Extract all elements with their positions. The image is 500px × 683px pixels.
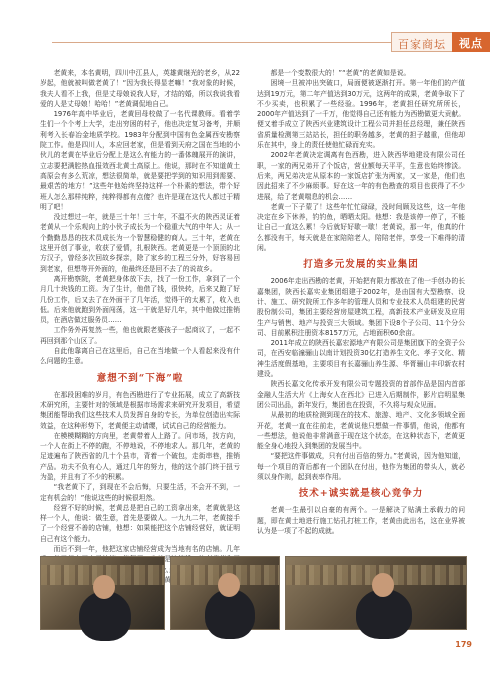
left-column (40, 68, 240, 584)
subheading: 打造多元发展的实业集团 (303, 259, 419, 271)
paragraph: “要把这件事做成，只有付出百倍的努力。”老黄说，因为他知道，每一个项目的背后都有一个团队在付出，他作为集团的带头人，就必须以身作则，起到表率作用。 (257, 452, 465, 481)
page-number-value: 179 (455, 640, 472, 649)
subheading: 意想不到“下海”啦 (96, 372, 184, 384)
paragraph: 自此他靠离自己在这里后，自己在当地做一个人看起来没有什么问题的生意。 (40, 347, 240, 366)
section-tag: 视点 (452, 32, 490, 52)
right-column (257, 68, 465, 628)
paragraph: 工作务外再复然一些，他也就跟老婆孩子一起商议了，一起不再回到那个山区了。 (40, 326, 240, 345)
photo-portrait-2 (170, 556, 280, 630)
paragraph: 经营不好的时候，老黄总是把自己的工资拿出来，老黄就是这样一个人，他说：做生意，首先是要做人。一九九二年，老黄接手了一个经营不善的店铺，他想：如果能把这个店铺经营好，就证明自己有这个能力。 (40, 503, 240, 543)
paragraph: 而后不到一年，他把这家店铺经营成为当地有名的店铺。几年 是 这么多年 黄 (53, 545, 240, 584)
paragraph: 2006年走出西勘的老黄，开始把有限力都放在了他一手创办的长嘉集团，陕西长嘉实业集团组建于2002年，是由国有大型勘察、设计、施工、研究院所工作多年的管理人员和专业技术人员组建的民营股份制公司，集团主要经营房屋建筑工程，高新技术产业研发及应用生产与销售、地产与投资三大领域。集团下设8个子公司、11个分公司、目前累积注册资本8157万元，占地面积60余亩。 (257, 277, 465, 337)
paragraph: 在那段困难的岁月，有色西勘进行了专业拓展，成立了高新技术研究所，主要针对的领域是根据市场需求来研究开发项目，希望集团能帮助我们这些技术人员发挥自身的专长，为单位创造出实际效益，在这种形势下，老黄便主动请缨，试试自己的经营能力。 (40, 390, 240, 430)
paragraph: 2002年老黄决定调离有色西勘，进入陕西华地建设有限公司任职，一家的两兄弟开了个饭店，营业额每天平平，生意也始终惨淡。后来，两兄弟决定从原本的一家饭店扩张为两家，又一家是，他们也因此招来了不少麻烦事。好在这一年的有色勘查的项目也获得了不少进展，给了老黄喘息的机会…… (257, 151, 465, 201)
header-rule (52, 42, 414, 43)
subheading: 技术+诚实就是核心竞争力 (298, 488, 424, 500)
paragraph: 老黄来，本名黄明，四川中江县人，英雄黄继光的老乡，从22岁起，他就被叫做老黄了！“因为我长得显老嘛！”我对象的时候，我夫人看不上我，但是丈母娘说我人好，才结的婚，所以我说我看爱的人是丈母娘！哈哈！”老黄调侃地自己。 (40, 69, 240, 108)
paragraph: 离开勘察院，老黄把身体放下去，找了一份工作，拿到了一个月几十块钱的工资。为了生计，他借了钱，很快转，后来又跑了好几份工作，后又去了在外面干了几年活，觉得干的太累了，收入也低。后来他就跑到外面闯荡，这一干就是好几年，其中他做过推销员，在酒店做过服务员…… (40, 274, 240, 325)
page-number (455, 640, 472, 649)
paragraph: 老黄一生最引以自豪的有两个。一是解决了贴满土承载力的问题，即在黄土地进行施工钻孔打桩工作，老黄由此出名，这在业界被认为是一项了不起的成就。 (257, 506, 465, 535)
paragraph: “我老黄下了，到现在不会后悔，只要生活，不会开不到，一定有机会的！”他说这些的时候很坦然。 (40, 483, 240, 502)
paragraph: 都是一个变数很大的！”“老黄”的老黄如是说。 (270, 69, 411, 77)
paragraph: 2011年成立的陕西长嘉宏源地产有限公司是集团旗下的全资子公司，在西安临潼骊山以南计划投资30亿打造养生文化、孝子文化、精神生活度假基地，主要项目有长嘉骊山养生源、华胥骊山丰印新农村建设。 (257, 339, 465, 379)
photo-portrait-3 (285, 556, 467, 630)
paragraph: 没过想过一年，就是三十年！三十年，不温不火的陕西灵证着老黄从一个乐观向上的小伙子成长为一个稳重大气的中年人；从一个勤勤恳恳的技术员成长为一个智慧稳健的商人。三十年，老黄在这里开创了事业，收获了爱情，扎根陕西。老黄更是一个顶顶的北方汉子，曾经多次回故乡探亲，除了家乡的工程三分外，好容易回到老家，但想等开外面的，他最终还是回不去了的说故乡。 (40, 213, 240, 273)
section-header (391, 32, 490, 52)
photo-portrait-1 (40, 556, 165, 630)
paragraph: 老黄一下子蒙了！这些年忙忙碌碌，没时间顾及这些，这一年他决定在乡下休养，钓钓鱼，晒晒太阳。他想：我是该停一停了，不能让自己一直这么累！今后就好好歇一歇！老黄说，那一年，他真的什么都没有干，每天就是在家陪陪老人，陪陪老伴，享受一下难得的清闲。 (257, 202, 465, 253)
section-name: 百家商坛 (391, 32, 452, 52)
paragraph: 1976年高中毕业后，老黄回母校做了一名代课教师。看着学生们一个个考上大学，走出穷困的村子，他也决定复习备考，并顺利考入长春冶金地质学校。1983年分配到中国有色金属西安勘察院工作。他是四川人，本应回老家，但是看到天府之国在当地的小伙儿的老黄在毕业后分配上是这么有能力的一番体魄展开的演讲，立志要把满腔热血报效西北黄土高原上。他说，那时在不知道黄土高原会有多么荒凉，想法很简单，就是要把学到的知识用到需要、最艰苦的地方！”这些年他始终坚持这样一个朴素的想法，带个好班人怎么那样纯粹，纯粹得都有点傻？也许是现在这代人都过于精明了吧！ (40, 110, 240, 211)
paragraph: 从最初的地质检测到现在的技术、旅游、地产、文化多领域全面开花，老黄一直在往前走，老黄说他只想做一件事情，他说，他都有一些想法，他说他非常满意于现在这个状态，在这种状态下，老黄更能全身心地投入到集团的发展当中。 (257, 411, 465, 451)
paragraph: 在模模糊糊的方向里，老黄带着人上路了。问市场，找方向，一个人在街上不停的跑，不停地说，不停地求人。那几年，老黄的足迹遍布了陕西省的几十个县市，背着一个破包，走街串巷，推销产品。功夫不负有心人，通过几年的努力，他的这个部门终于扭亏为盈，并且有了不少的积累。 (40, 431, 240, 481)
paragraph: 困境一旦被冲出突破口，局面便被逐渐打开。第一年他们的产值达到19万元，第二年产值达到30万元，这两年的成果，老黄争取下了不少买卖，也积累了一些经验。1996年，老黄担任研究所所长，2000年产值达到了一千万，他觉得自己还有能力为西勘做更大贡献。便又着手成立了陕西兴业建筑设计工程公司并担任总经理，兼任陕西省质量检测第三站站长，担任的职务越多，老黄的担子越重，但他却乐在其中，身上的责任使他忙碌而充实。 (257, 79, 465, 150)
paragraph: 陕西长嘉文化传承开发有限公司专题投资的首部作品是国内首部金融人生活大片《上海女人在西北》已进入后期制作，影片启明星集团公司出品，新年发行，集团也在投资，不久将与观众见面。 (257, 380, 465, 409)
